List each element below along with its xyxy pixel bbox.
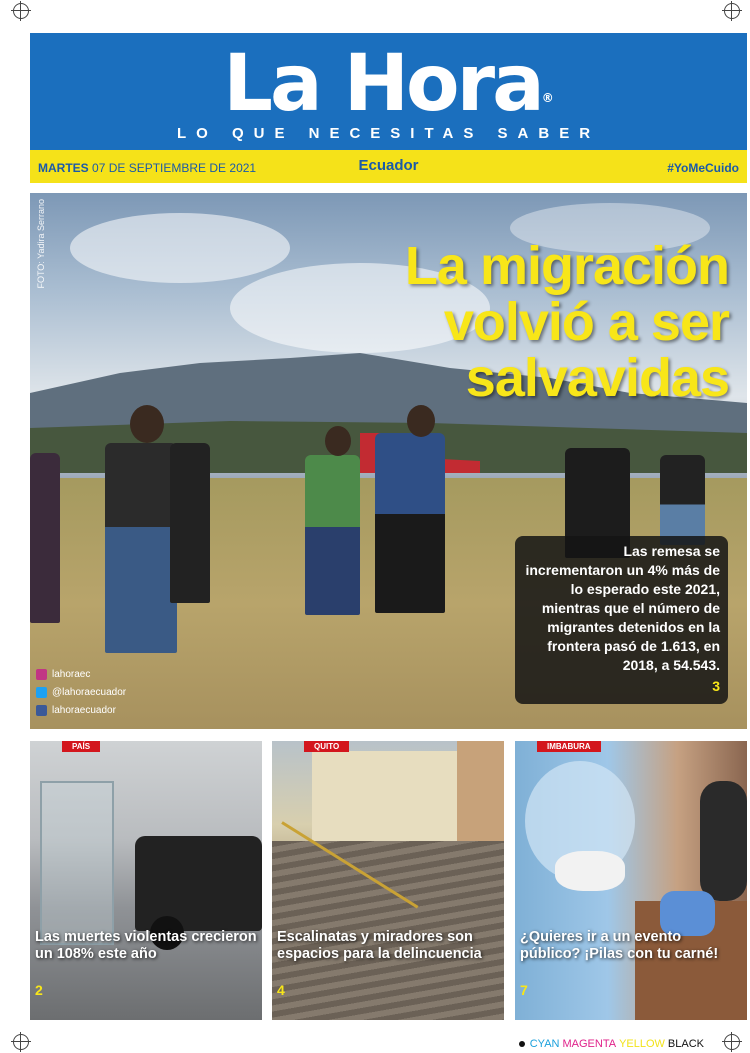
section-tag: IMBABURA — [537, 741, 601, 752]
date-bar — [30, 150, 747, 183]
social-instagram[interactable] — [36, 669, 90, 680]
social-twitter[interactable] — [36, 687, 126, 698]
glass-door — [40, 781, 114, 945]
section-tag: QUITO — [304, 741, 349, 752]
cloud-shape — [70, 213, 290, 283]
registration-mark-bottom-left — [13, 1034, 29, 1050]
story-card-page: 2 — [35, 982, 43, 998]
social-handle: @lahoraecuador — [52, 687, 127, 698]
story-page-number: 3 — [712, 678, 720, 694]
story-card-title: ¿Quieres ir a un evento público? ¡Pilas con tu carné! — [520, 929, 719, 962]
photo-credit: FOTO: Yadira Serrano — [36, 199, 46, 289]
black-dot-icon — [519, 1041, 525, 1047]
story-card-quito[interactable] — [272, 741, 504, 1020]
story-card-pais[interactable] — [30, 741, 262, 1020]
face-mask — [555, 851, 625, 891]
person-head — [130, 405, 164, 443]
main-headline[interactable] — [405, 238, 729, 406]
person-figure — [375, 433, 445, 613]
newspaper-logo — [30, 41, 747, 127]
building-shape — [312, 751, 462, 846]
twitter-icon — [36, 687, 47, 698]
story-card-imbabura[interactable] — [515, 741, 747, 1020]
instagram-icon — [36, 669, 47, 680]
person-figure — [170, 443, 210, 603]
story-card-title: Las muertes violentas crecieron un 108% este año — [35, 929, 257, 962]
social-facebook[interactable] — [36, 705, 116, 716]
tagline: LO QUE NECESITAS SABER — [176, 125, 601, 142]
registration-mark-top-right — [724, 3, 740, 19]
person-head — [325, 426, 351, 456]
edition-label: Ecuador — [358, 157, 419, 174]
issue-day: MARTES — [38, 161, 89, 175]
story-card-page: 7 — [520, 982, 528, 998]
registration-mark-bottom-right — [724, 1034, 740, 1050]
story-card-title: Escalinatas y miradores son espacios para la delincuencia — [277, 929, 482, 962]
person-figure — [305, 455, 360, 615]
registration-mark-top-left — [13, 3, 29, 19]
logo-text: La Hora — [223, 39, 542, 129]
color-yellow: YELLOW — [619, 1038, 665, 1050]
social-handle: lahoraec — [52, 669, 91, 680]
masthead — [30, 33, 747, 150]
color-cyan: CYAN — [529, 1038, 560, 1050]
color-black: BLACK — [667, 1038, 704, 1050]
person-figure — [660, 455, 705, 545]
headline-line: La migración — [404, 236, 729, 296]
person-figure — [105, 443, 177, 653]
hashtag-label: #YoMeCuido — [667, 161, 739, 175]
story-card-page: 4 — [277, 982, 285, 998]
patient-mask — [700, 781, 747, 901]
facebook-icon — [36, 705, 47, 716]
headline-line: volvió a ser — [443, 292, 729, 352]
color-magenta: MAGENTA — [562, 1038, 617, 1050]
person-head — [407, 405, 435, 437]
registered-mark: ® — [541, 91, 554, 105]
story-summary-text: Las remesa se incrementaron un 4% más de lo esperado este 2021, mientras que el número de migrantes detenidos en la frontera pasó de 1.613, en 2018, a 54.543. — [525, 543, 720, 673]
issue-date-text: 07 DE SEPTIEMBRE DE 2021 — [92, 161, 257, 175]
truck-shape — [135, 836, 262, 931]
story-summary-box — [515, 536, 728, 704]
section-tag: PAÍS — [62, 741, 100, 752]
hero-photo[interactable] — [30, 193, 747, 729]
headline-line: salvavidas — [465, 348, 729, 408]
print-color-bar — [519, 1038, 704, 1050]
social-handle: lahoraecuador — [52, 705, 116, 716]
person-figure — [30, 453, 60, 623]
